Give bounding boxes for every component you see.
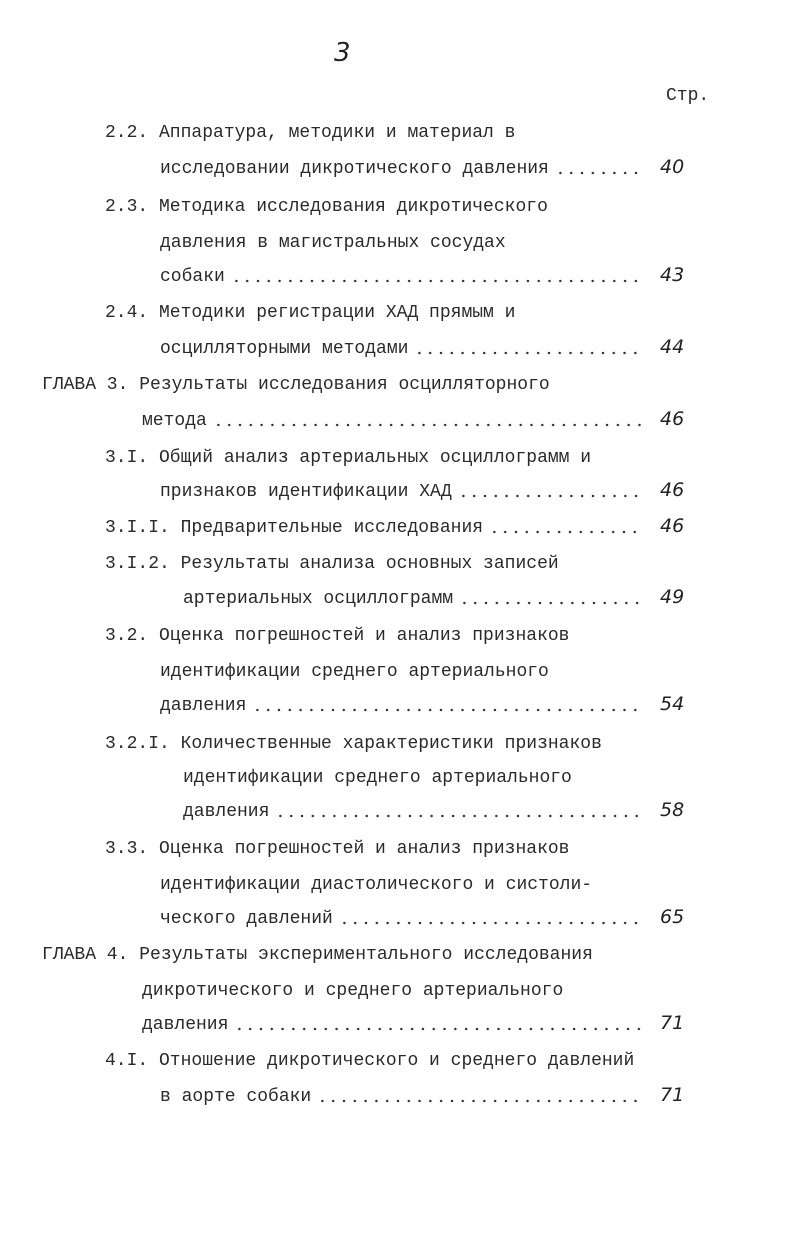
toc-page-number: 49 [660,586,685,608]
dot-leader [213,423,644,427]
dot-leader [489,530,644,534]
toc-line-text: 3.I. Общий анализ артериальных осциллограмм и [105,448,592,468]
dot-leader [252,708,644,712]
toc-line [183,801,648,823]
page-column-header: Стр. [666,86,710,106]
toc-page-number: 44 [660,336,685,358]
toc-line [160,908,648,930]
toc-line [160,481,648,503]
toc-page-number: 65 [660,906,685,928]
dot-leader [317,1099,644,1103]
toc-line [142,410,648,432]
toc-line [160,158,648,180]
toc-line-text: 3.I.2. Результаты анализа основных записей [105,554,559,574]
toc-line [105,122,515,144]
toc-line-text: 2.4. Методики регистрации ХАД прямым и [105,303,516,323]
toc-line [105,1050,634,1072]
toc-page-number: 46 [660,408,685,430]
toc-page-number: 43 [660,264,685,286]
toc-page-number: 46 [660,479,685,501]
toc-page-number: 71 [660,1084,685,1106]
toc-line [142,1014,648,1036]
toc-line-text: метода [142,411,207,431]
toc-line [160,266,648,288]
toc-line-text: исследовании дикротического давления [160,159,549,179]
toc-line [105,447,591,469]
toc-line [160,1086,648,1108]
toc-line [105,625,569,647]
toc-line [105,302,515,324]
toc-page-number: 54 [660,693,685,715]
toc-line [160,338,648,360]
toc-page-number: 71 [660,1012,685,1034]
toc-page-number: 40 [660,156,685,178]
toc-line-text: 3.2.I. Количественные характеристики признаков [105,734,602,754]
toc-line-text: 4.I. Отношение дикротического и среднего давлений [105,1051,635,1071]
toc-line-text: идентификации среднего артериального [183,768,572,788]
toc-line-text: ГЛАВА 4. Результаты экспериментального исследования [42,945,593,965]
toc-line-text: давления в магистральных сосудах [160,233,506,253]
toc-line-text: в аорте собаки [160,1087,312,1107]
toc-line-text: ГЛАВА 3. Результаты исследования осцилляторного [42,375,550,395]
toc-line-text: давления [183,802,270,822]
dot-leader [458,494,644,498]
toc-line-text: давления [160,696,247,716]
toc-line-text: артериальных осциллограмм [183,589,454,609]
toc-line-text: 3.2. Оценка погрешностей и анализ признаков [105,626,570,646]
toc-line [183,588,648,610]
toc-line [142,980,563,1002]
toc-line-text: ческого давлений [160,909,333,929]
toc-line [42,944,593,966]
toc-line [160,232,506,254]
toc-line [105,838,569,860]
toc-line [105,553,559,575]
toc-page-number: 58 [660,799,685,821]
toc-line-text: идентификации среднего артериального [160,662,549,682]
dot-leader [275,814,644,818]
toc-line [160,661,549,683]
toc-page-number: 46 [660,515,685,537]
dot-leader [339,921,644,925]
toc-line-text: признаков идентификации ХАД [160,482,452,502]
toc-line [42,374,550,396]
toc-line [160,874,592,896]
toc-line-text: давления [142,1015,229,1035]
dot-leader [459,601,644,605]
dot-leader [414,351,644,355]
toc-line-text: осцилляторными методами [160,339,409,359]
toc-line-text: собаки [160,267,225,287]
dot-leader [231,279,644,283]
toc-line [160,695,648,717]
toc-line-text: идентификации диастолического и систоли- [160,875,593,895]
page-number: 3 [334,38,351,68]
dot-leader [234,1027,644,1031]
toc-line [105,733,602,755]
toc-line-text: 2.3. Методика исследования дикротического [105,197,548,217]
toc-line [105,517,648,539]
toc-line-text: 3.I.I. Предварительные исследования [105,518,484,538]
toc-line-text: 3.3. Оценка погрешностей и анализ признаков [105,839,570,859]
toc-line-text: 2.2. Аппаратура, методики и материал в [105,123,516,143]
toc-line [183,767,572,789]
toc-line-text: дикротического и среднего артериального [142,981,564,1001]
toc-line [105,196,548,218]
dot-leader [555,171,644,175]
